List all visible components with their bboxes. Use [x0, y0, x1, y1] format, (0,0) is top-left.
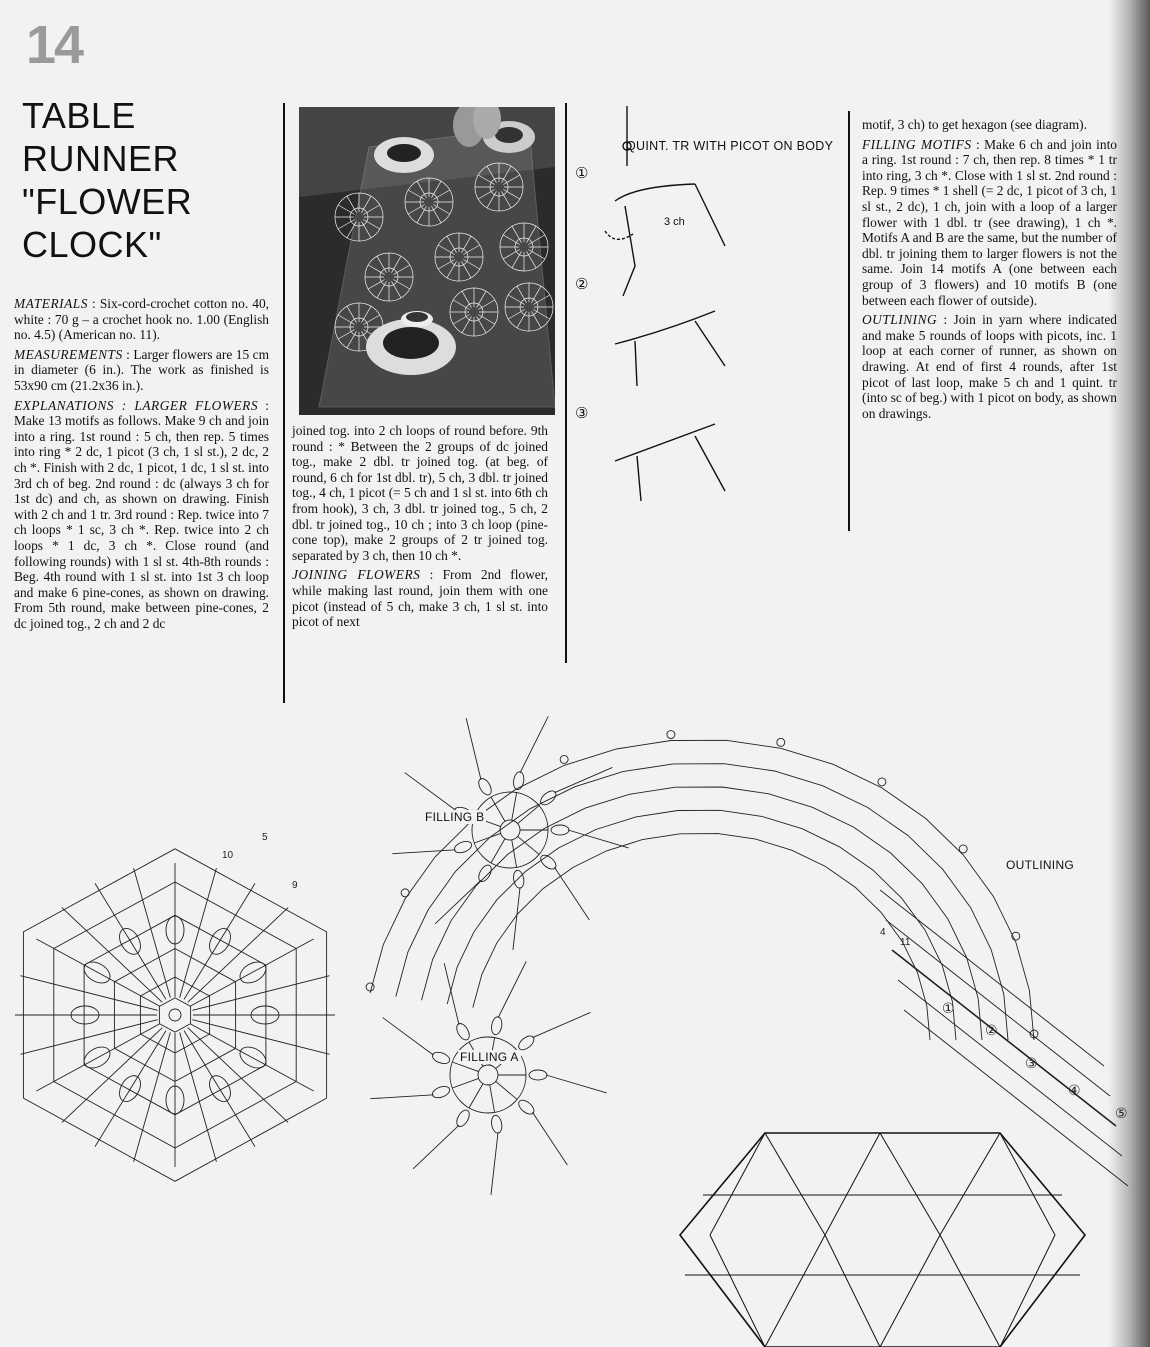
- measurements-heading: MEASUREMENTS: [14, 346, 123, 362]
- explanations-heading: EXPLANATIONS : LARGER FLOWERS: [14, 397, 259, 413]
- instructions-column-2: [292, 423, 548, 634]
- runner-layout-hexagon: [680, 1133, 1085, 1347]
- joining-text: : From 2nd flower, while making last round, join them with one picot (instead of 5 ch, make 3 ch, 1 sl st. into picot of next: [292, 567, 548, 630]
- measurements-text: : Larger flowers are 15 cm in diameter (6 in.). The work as finished is 53x90 cm (21.2x36 in.).: [14, 346, 269, 393]
- outline-round-1-marker: ①: [942, 1001, 955, 1017]
- larger-flower-chart: [15, 849, 335, 1182]
- outline-round-4-marker: ④: [1068, 1083, 1081, 1099]
- step-3-marker: ③: [575, 405, 589, 422]
- outline-round-2-marker: ②: [985, 1023, 998, 1039]
- title-line-1: TABLE: [22, 95, 136, 136]
- filling-heading: FILLING MOTIFS: [862, 136, 972, 152]
- outline-round-3-marker: ③: [1025, 1056, 1038, 1072]
- filling-paragraph: [862, 137, 1117, 309]
- column-divider-2: [565, 103, 567, 663]
- page-title: [22, 94, 192, 266]
- round-number-10: 10: [222, 850, 234, 861]
- stitch-diagram-title: QUINT. TR WITH PICOT ON BODY: [626, 139, 834, 153]
- outlining-label: OUTLINING: [1006, 858, 1075, 872]
- filling-b-chart: [392, 716, 628, 950]
- round-number-11: 11: [900, 937, 911, 948]
- filling-b-label: FILLING B: [425, 810, 485, 824]
- step-1-marker: ①: [575, 165, 589, 182]
- instructions-column-1: [14, 296, 269, 635]
- page-number: 14: [26, 15, 83, 75]
- measurements-paragraph: [14, 347, 269, 394]
- round-number-9: 9: [292, 880, 298, 891]
- title-line-3: "FLOWER: [22, 181, 193, 222]
- column-divider-1: [283, 103, 285, 703]
- joining-paragraph: [292, 567, 548, 629]
- outlining-paragraph: [862, 312, 1117, 421]
- hexagon-paragraph: motif, 3 ch) to get hexagon (see diagram).: [862, 117, 1087, 132]
- column-divider-3: [848, 111, 850, 531]
- outline-round-5-marker: ⑤: [1115, 1106, 1128, 1122]
- filling-a-label: FILLING A: [460, 1050, 519, 1064]
- round-nine-paragraph: joined tog. into 2 ch loops of round before. 9th round : * Between the 2 groups of dc joined tog., make 2 dbl. tr joined tog. (at beg. of round, 6 ch for 1st dbl. tr), 5 ch, 3 dbl. tr joined tog., 4 ch, 1 picot (= 5 ch and 1 sl st. into 6th ch from hook), 3 ch, 3 dbl. tr joined tog., 5 ch, 2 dbl. tr joined tog., 10 ch ; into 3 ch loop (pine-cone top), make 2 groups of 2 tr joined tog. separated by 3 ch, then 10 ch *.: [292, 423, 548, 563]
- filling-a-chart: [370, 961, 606, 1195]
- round-number-4: 4: [880, 927, 886, 938]
- crochet-chart-diagram: [0, 640, 1150, 1347]
- three-chain-label: 3 ch: [664, 216, 685, 228]
- outlining-chart: [366, 731, 1128, 1186]
- outlining-heading: OUTLINING: [862, 312, 938, 328]
- materials-text: : Six-cord-crochet cotton no. 40, white : 70 g – a crochet hook no. 1.00 (English no. 4.5) (American no. 11).: [14, 296, 269, 343]
- materials-paragraph: [14, 296, 269, 343]
- materials-heading: MATERIALS: [14, 296, 88, 311]
- quintuple-treble-stitch-diagram: [575, 106, 857, 504]
- explanations-text: : Make 13 motifs as follows. Make 9 ch and join into a ring. 1st round : 5 ch, then rep. 5 times into ring * 2 dc, 1 picot (3 ch, 1 sl st.), 2 dc, 2 ch *. Finish with 2 dc, 1 picot, 1 dc, 1 sl st. into 3rd ch of beg. 2nd round : dc (always 3 ch for 1st dc) and ch, as shown on drawing. Finish with 2 ch and 1 tr. 3rd round : Rep. twice into 7 ch loops * 1 sc, 3 ch *. Rep. twice into 2 ch loops * 1 dc, 3 ch *. Close round (and following rounds) with 1 sl st. 4th-8th rounds : Beg. 4th round with 1 sl st. into 1st 3 ch loop and make 6 pine-cones, as shown on drawing. From 5th round, make between pine-cones, 2 dc joined tog., 2 ch and 2 dc: [14, 397, 269, 631]
- title-line-4: CLOCK": [22, 224, 162, 265]
- round-number-5: 5: [262, 832, 268, 843]
- filling-text: : Make 6 ch and join into a ring. 1st round : 7 ch, then rep. 8 times * 1 tr into ring, 3 ch *. Close with 1 sl st. 2nd round : Rep. 9 times * 1 shell (= 2 dc, 1 picot of 3 ch, 1 sl st., 2 dc), 1 ch, join with a loop of a larger flower with 1 dbl. tr (see drawing), 1 ch *. Motifs A and B are the same, but the number of dbl. tr joining them to larger flowers is not the same. Join 14 motifs A (one between each group of 3 flowers) and 10 motifs B (one between each flower of outside).: [862, 136, 1117, 308]
- title-line-2: RUNNER: [22, 138, 180, 179]
- table-runner-photo: [299, 107, 555, 415]
- instructions-column-4: [862, 117, 1117, 425]
- step-2-marker: ②: [575, 276, 589, 293]
- photo-illustration: [299, 107, 555, 415]
- joining-heading: JOINING FLOWERS: [292, 567, 421, 583]
- outlining-text: : Join in yarn where indicated and make 5 rounds of loops with picots, inc. 1 loop at each corner of runner, as shown on drawing. At end of first 4 rounds, after 1st picot of last loop, make 5 ch and 1 quint. tr (into sc of beg.) with 1 picot on body, as shown on drawings.: [862, 312, 1117, 421]
- explanations-paragraph: [14, 398, 269, 632]
